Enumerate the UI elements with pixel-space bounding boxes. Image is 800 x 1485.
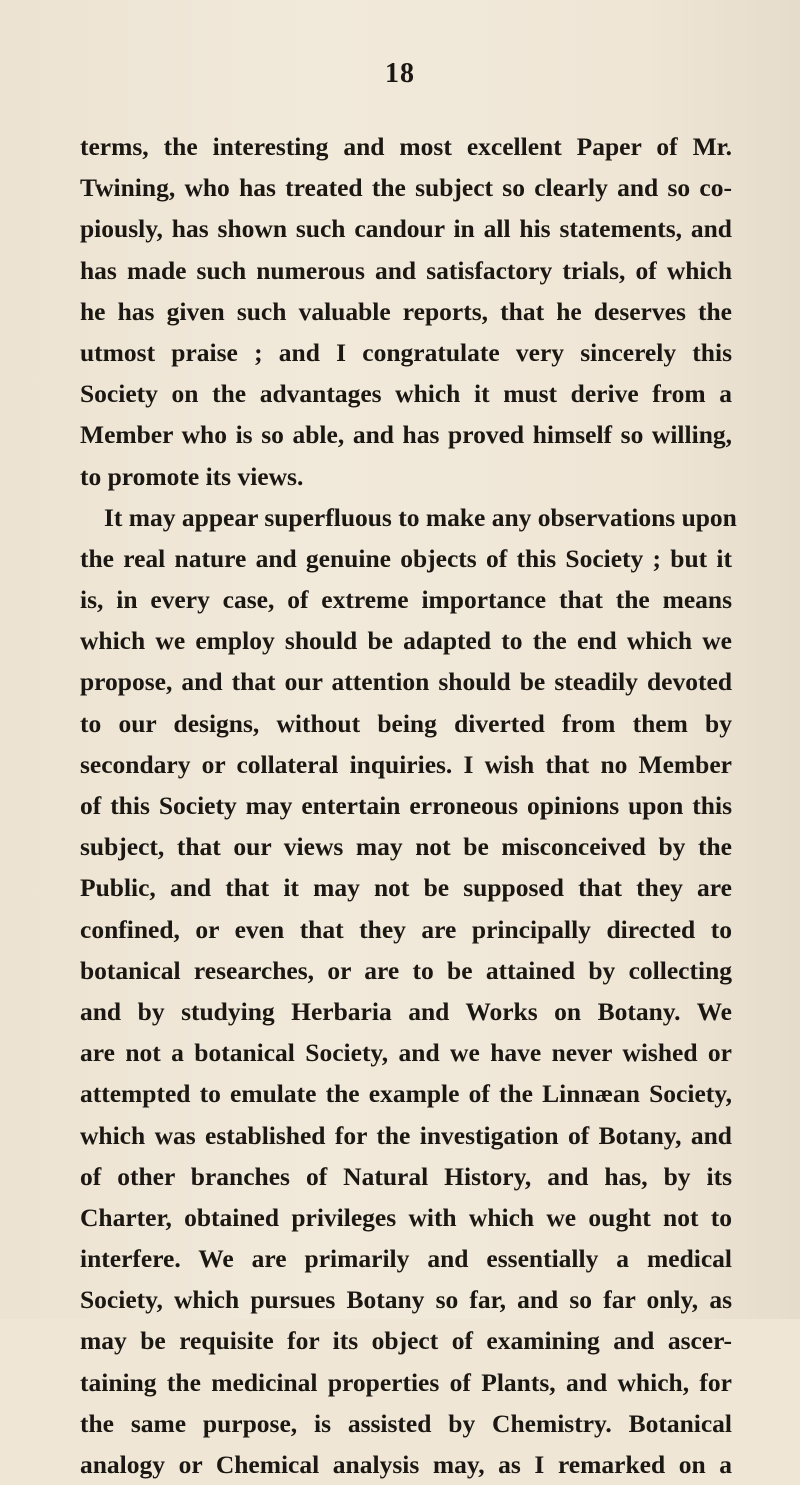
page-number: 18 (385, 58, 415, 89)
text-line: Charter, obtained privileges with which we ought not to (80, 1202, 732, 1232)
text-line: the real nature and genuine objects of this Society ; but it (80, 543, 732, 573)
text-line: Twining, who has treated the subject so clearly and so co- (80, 173, 732, 203)
text-line: to promote its views. (80, 461, 304, 491)
text-line: attempted to emulate the example of the Linnæan Society, (80, 1079, 732, 1109)
text-line: may be requisite for its object of examining and ascer- (80, 1326, 732, 1356)
text-line: confined, or even that they are principally directed to (80, 914, 732, 944)
text-line: which was established for the investigation of Botany, and (80, 1120, 732, 1150)
text-line: piously, has shown such candour in all his statements, and (80, 214, 732, 244)
body-text (80, 126, 737, 1485)
text-line: is, in every case, of extreme importance that the means (80, 585, 732, 615)
text-line: has made such numerous and satisfactory trials, of which (80, 255, 732, 285)
text-line: subject, that our views may not be misconceived by the (80, 832, 732, 862)
text-line: which we employ should be adapted to the end which we (80, 626, 732, 656)
text-line: of other branches of Natural History, and has, by its (80, 1161, 732, 1191)
text-line: he has given such valuable reports, that he deserves the (80, 296, 732, 326)
text-line: Society, which pursues Botany so far, and so far only, as (80, 1285, 732, 1315)
text-line: Society on the advantages which it must derive from a (80, 379, 732, 409)
text-line: taining the medicinal properties of Plants, and which, for (80, 1367, 732, 1397)
text-line: interfere. We are primarily and essentially a medical (80, 1244, 732, 1274)
text-line: of this Society may entertain erroneous opinions upon this (80, 791, 732, 820)
text-line: to our designs, without being diverted from them by (80, 708, 732, 738)
text-line: It may appear superfluous to make any observations upon (104, 502, 737, 532)
text-line: propose, and that our attention should be steadily devoted (80, 667, 732, 697)
text-line: terms, the interesting and most excellent Paper of Mr. (80, 132, 732, 161)
text-line: and by studying Herbaria and Works on Botany. We (80, 996, 732, 1026)
text-line: Member who is so able, and has proved himself so willing, (80, 420, 732, 450)
text-line: botanical researches, or are to be attained by collecting (80, 955, 732, 985)
text-line: Public, and that it may not be supposed that they are (80, 873, 732, 903)
text-line: analogy or Chemical analysis may, as I remarked on a (80, 1450, 732, 1479)
text-line: secondary or collateral inquiries. I wish that no Member (80, 749, 732, 779)
text-line: utmost praise ; and I congratulate very sincerely this (80, 337, 732, 367)
text-line: the same purpose, is assisted by Chemistry. Botanical (80, 1408, 732, 1438)
text-line: are not a botanical Society, and we have never wished or (80, 1038, 732, 1068)
